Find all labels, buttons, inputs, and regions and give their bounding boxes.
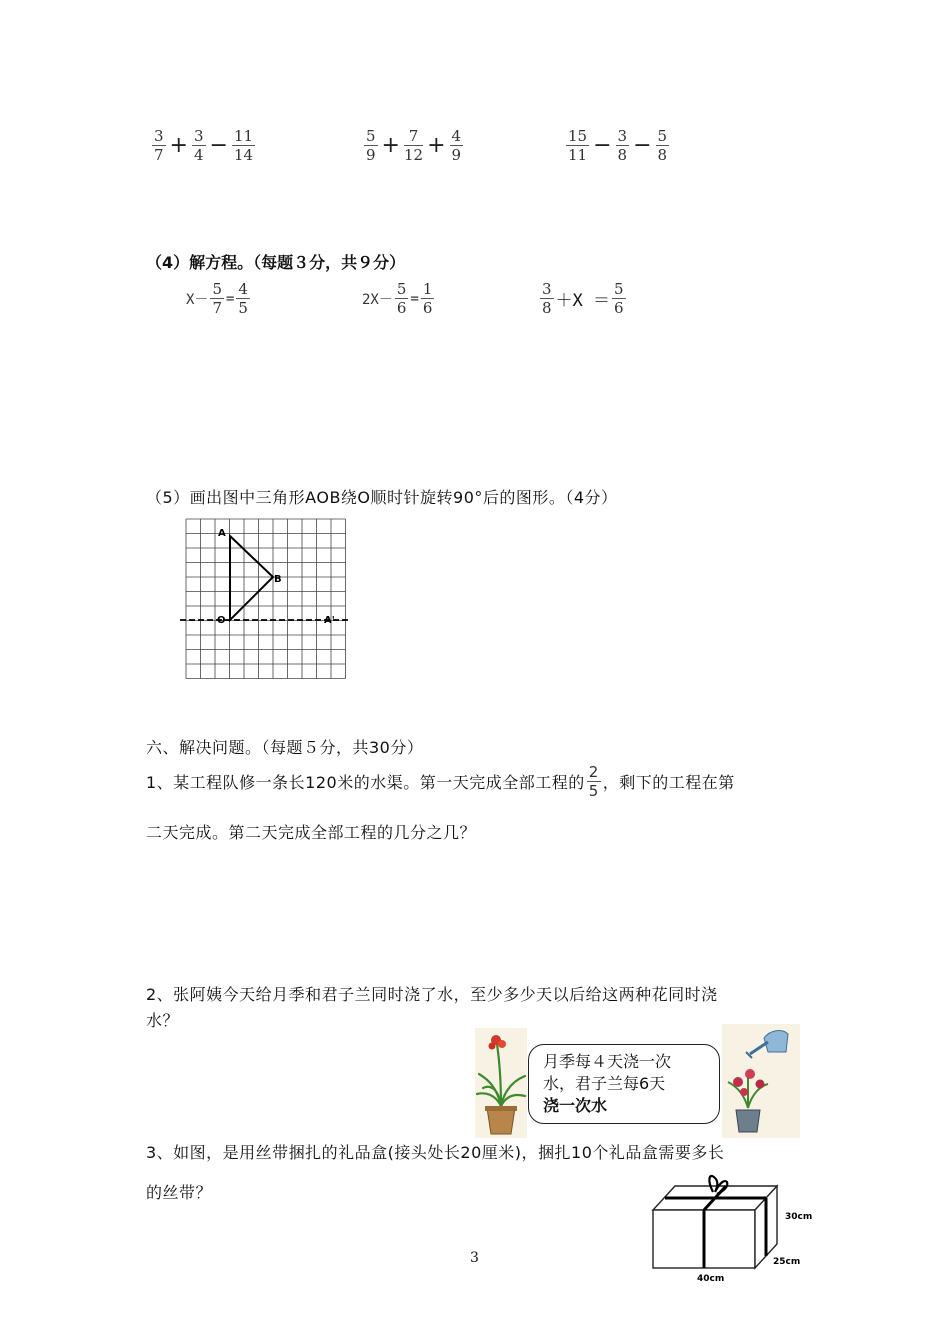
section6-heading: 六、解决问题。（每题５分，共30分） xyxy=(146,738,424,757)
question-3-line-1: 3、如图，是用丝带捆扎的礼品盒(接头处长20厘米)，捆扎10个礼品盒需要多长 xyxy=(146,1143,725,1162)
fraction: $\frac{4}{9}$ xyxy=(451,127,462,164)
section5-heading: （5）画出图中三角形AOB绕O顺时针旋转90°后的图形。（4分） xyxy=(146,488,618,507)
equation-middle: ＋X ＝ xyxy=(555,291,611,311)
calc-expression-2 xyxy=(362,128,465,163)
operator: − xyxy=(593,133,612,158)
operator: + xyxy=(427,133,446,158)
operator: + xyxy=(381,133,400,158)
equation-prefix: X－ xyxy=(186,291,209,308)
question-1-line-2: 二天完成。第二天完成全部工程的几分之几？ xyxy=(146,823,477,842)
question-1-text-cont: ，剩下的工程在第 xyxy=(602,773,735,792)
rotation-grid-figure xyxy=(180,515,355,685)
box-height-label: 30cm xyxy=(785,1212,813,1222)
label-a: A xyxy=(218,528,226,539)
fraction: $\frac{1}{6}$ xyxy=(422,280,433,317)
question-1-text: 1、某工程队修一条长120米的水渠。第一天完成全部工程的 xyxy=(146,773,585,792)
label-a-prime: A' xyxy=(324,615,335,626)
fraction: $\frac{3}{8}$ xyxy=(617,127,628,164)
box-depth-label: 25cm xyxy=(773,1257,801,1267)
question-3-line-2: 的丝带？ xyxy=(146,1183,213,1202)
equation-2 xyxy=(362,281,436,316)
bubble-line-2: 水，君子兰每6天 xyxy=(543,1074,666,1093)
question-1-line-1 xyxy=(146,764,735,799)
fraction: $\frac{5}{6}$ xyxy=(614,280,624,317)
label-o: O xyxy=(217,615,226,626)
fraction: $\frac{5}{6}$ xyxy=(396,280,407,317)
triangle-aob xyxy=(230,536,273,620)
page-number: 3 xyxy=(470,1250,479,1266)
fraction: $\frac{3}{8}$ xyxy=(542,280,552,317)
grid-lines xyxy=(186,519,346,679)
equation-3 xyxy=(538,281,628,316)
question-2-line-2: 水？ xyxy=(146,1011,180,1030)
box-width-label: 40cm xyxy=(697,1274,725,1284)
fraction: $\frac{11}{14}$ xyxy=(233,127,254,164)
question-2-line-1: 2、张阿姨今天给月季和君子兰同时浇了水，至少多少天以后给这两种花同时浇 xyxy=(146,985,718,1004)
fraction: $\frac{5}{7}$ xyxy=(212,280,222,317)
equals-sign: = xyxy=(225,290,235,307)
fraction: $\frac{3}{7}$ xyxy=(154,127,164,164)
operator: − xyxy=(209,133,228,158)
bubble-line-1: 月季每４天浇一次 xyxy=(543,1052,672,1071)
fraction: $\frac{5}{8}$ xyxy=(657,127,668,164)
equation-1 xyxy=(186,281,252,316)
equals-sign: = xyxy=(410,290,419,307)
fraction: $\frac{7}{12}$ xyxy=(403,127,424,164)
operator: − xyxy=(633,133,652,158)
fraction: $\frac{15}{11}$ xyxy=(568,127,588,164)
equation-prefix: 2X－ xyxy=(362,291,393,308)
label-b: B xyxy=(274,574,282,585)
fraction: $\frac{2}{5}$ xyxy=(588,763,599,800)
fraction: $\frac{5}{9}$ xyxy=(366,127,376,164)
potted-plant-left-icon xyxy=(475,1028,527,1138)
section4-heading: （4）解方程。（每题３分，共９分） xyxy=(146,253,406,272)
gift-box-figure xyxy=(645,1170,825,1285)
fraction: $\frac{3}{4}$ xyxy=(193,127,204,164)
bubble-line-3: 浇一次水 xyxy=(543,1096,608,1115)
speech-bubble xyxy=(528,1044,720,1124)
calc-expression-1 xyxy=(150,128,257,163)
operator: + xyxy=(169,133,188,158)
calc-expression-3 xyxy=(564,128,671,163)
watering-can-plant-icon xyxy=(722,1024,800,1138)
fraction: $\frac{4}{5}$ xyxy=(238,280,248,317)
